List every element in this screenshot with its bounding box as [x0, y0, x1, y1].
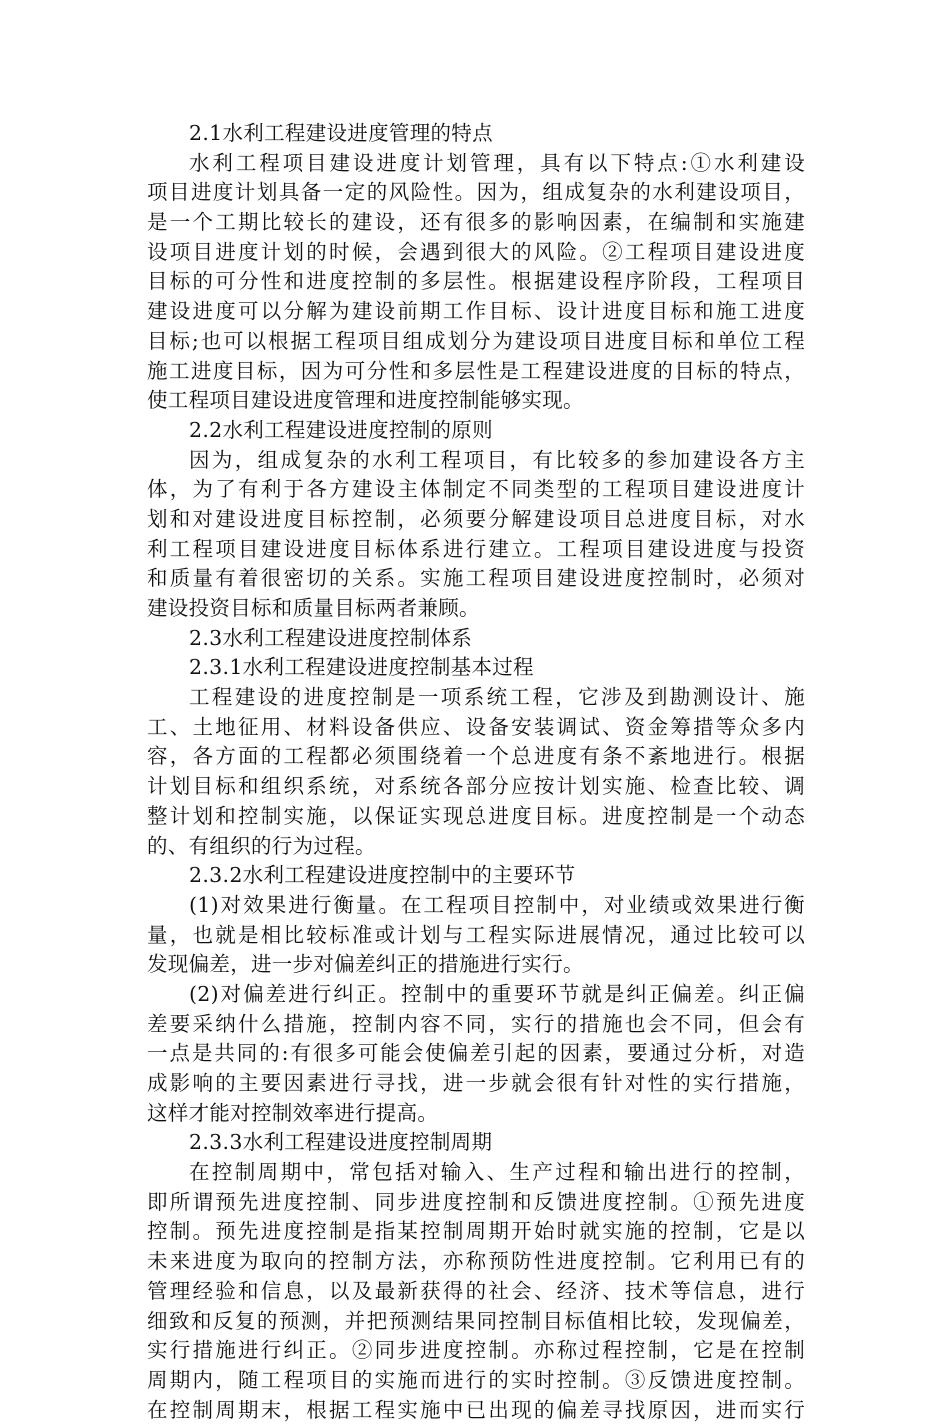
- section-heading-2-3-2: 2.3.2水利工程建设进度控制中的主要环节: [189, 863, 576, 888]
- paragraph-line: 差要采纳什么措施，控制内容不同，实行的措施也会不同，但会有: [147, 1011, 805, 1036]
- paragraph-line: (1)对效果进行衡量。在工程项目控制中，对业绩或效果进行衡: [189, 892, 805, 917]
- paragraph-line: 和质量有着很密切的关系。实施工程项目建设进度控制时，必须对: [147, 566, 805, 591]
- paragraph-line: 量，也就是相比较标准或计划与工程实际进展情况，通过比较可以: [147, 922, 805, 947]
- paragraph-line: 工程建设的进度控制是一项系统工程，它涉及到勘测设计、施: [189, 685, 805, 710]
- paragraph-line: 在控制周期中，常包括对输入、生产过程和输出进行的控制，: [189, 1160, 805, 1185]
- paragraph-line: 一点是共同的:有很多可能会使偏差引起的因素，要通过分析，对造: [147, 1041, 805, 1066]
- paragraph-line: 工、土地征用、材料设备供应、设备安装调试、资金筹措等众多内: [147, 714, 805, 739]
- section-heading-2-3: 2.3水利工程建设进度控制体系: [189, 625, 473, 650]
- paragraph-line: 水利工程项目建设进度计划管理，具有以下特点:①水利建设: [189, 150, 805, 175]
- paragraph-line: 周期内，随工程项目的实施而进行的实时控制。③反馈进度控制。: [147, 1367, 805, 1392]
- paragraph-line: 管理经验和信息，以及最新获得的社会、经济、技术等信息，进行: [147, 1278, 805, 1303]
- paragraph-line: 未来进度为取向的控制方法，亦称预防性进度控制。它利用已有的: [147, 1249, 805, 1274]
- paragraph-line: 即所谓预先进度控制、同步进度控制和反馈进度控制。①预先进度: [147, 1189, 805, 1214]
- paragraph-line: 细致和反复的预测，并把预测结果同控制目标值相比较，发现偏差，: [147, 1308, 805, 1333]
- paragraph-line: 整计划和控制实施，以保证实现总进度目标。进度控制是一个动态: [147, 803, 805, 828]
- paragraph-line: 目标的可分性和进度控制的多层性。根据建设程序阶段，工程项目: [147, 269, 805, 294]
- paragraph-line: 这样才能对控制效率进行提高。: [147, 1100, 439, 1125]
- paragraph-line: 控制。预先进度控制是指某控制周期开始时就实施的控制，它是以: [147, 1219, 805, 1244]
- paragraph-line: 项目进度计划具备一定的风险性。因为，组成复杂的水利建设项目，: [147, 180, 805, 205]
- paragraph-line: 建设投资目标和质量目标两者兼顾。: [147, 596, 480, 620]
- paragraph-line: 体，为了有利于各方建设主体制定不同类型的工程项目建设进度计: [147, 477, 805, 502]
- paragraph-line: 成影响的主要因素进行寻找，进一步就会很有针对性的实行措施，: [147, 1071, 805, 1095]
- paragraph-line: (2)对偏差进行纠正。控制中的重要环节就是纠正偏差。纠正偏: [189, 981, 805, 1006]
- paragraph-line: 因为，组成复杂的水利工程项目，有比较多的参加建设各方主: [189, 447, 805, 472]
- paragraph-line: 发现偏差，进一步对偏差纠正的措施进行实行。: [147, 952, 584, 977]
- section-heading-2-1: 2.1水利工程建设进度管理的特点: [189, 121, 493, 145]
- paragraph-line: 建设进度可以分解为建设前期工作目标、设计进度目标和施工进度: [147, 299, 805, 324]
- paragraph-line: 使工程项目建设进度管理和进度控制能够实现。: [147, 388, 584, 413]
- paragraph-line: 计划目标和组织系统，对系统各部分应按计划实施、检查比较、调: [147, 774, 805, 799]
- paragraph-line: 划和对建设进度目标控制，必须要分解建设项目总进度目标，对水: [147, 506, 805, 531]
- paragraph-line: 施工进度目标，因为可分性和多层性是工程建设进度的目标的特点，: [147, 358, 805, 383]
- section-heading-2-3-3: 2.3.3水利工程建设进度控制周期: [189, 1130, 493, 1155]
- paragraph-line: 的、有组织的行为过程。: [147, 833, 376, 858]
- section-heading-2-3-1: 2.3.1水利工程建设进度控制基本过程: [189, 655, 534, 680]
- paragraph-line: 实行措施进行纠正。②同步进度控制。亦称过程控制，它是在控制: [147, 1338, 805, 1363]
- paragraph-line: 容，各方面的工程都必须围绕着一个总进度有条不紊地进行。根据: [147, 744, 805, 769]
- paragraph-line: 是一个工期比较长的建设，还有很多的影响因素，在编制和实施建: [147, 210, 805, 235]
- paragraph-line: 目标;也可以根据工程项目组成划分为建设项目进度目标和单位工程: [147, 328, 805, 353]
- document-page: [147, 119, 805, 1425]
- section-heading-2-2: 2.2水利工程建设进度控制的原则: [189, 417, 493, 442]
- paragraph-line: 设项目进度计划的时候，会遇到很大的风险。②工程项目建设进度: [147, 239, 805, 264]
- paragraph-line: 在控制周期末，根据工程实施中已出现的偏差寻找原因，进而实行: [147, 1397, 805, 1422]
- paragraph-line: 利工程项目建设进度目标体系进行建立。工程项目建设进度与投资: [147, 536, 805, 561]
